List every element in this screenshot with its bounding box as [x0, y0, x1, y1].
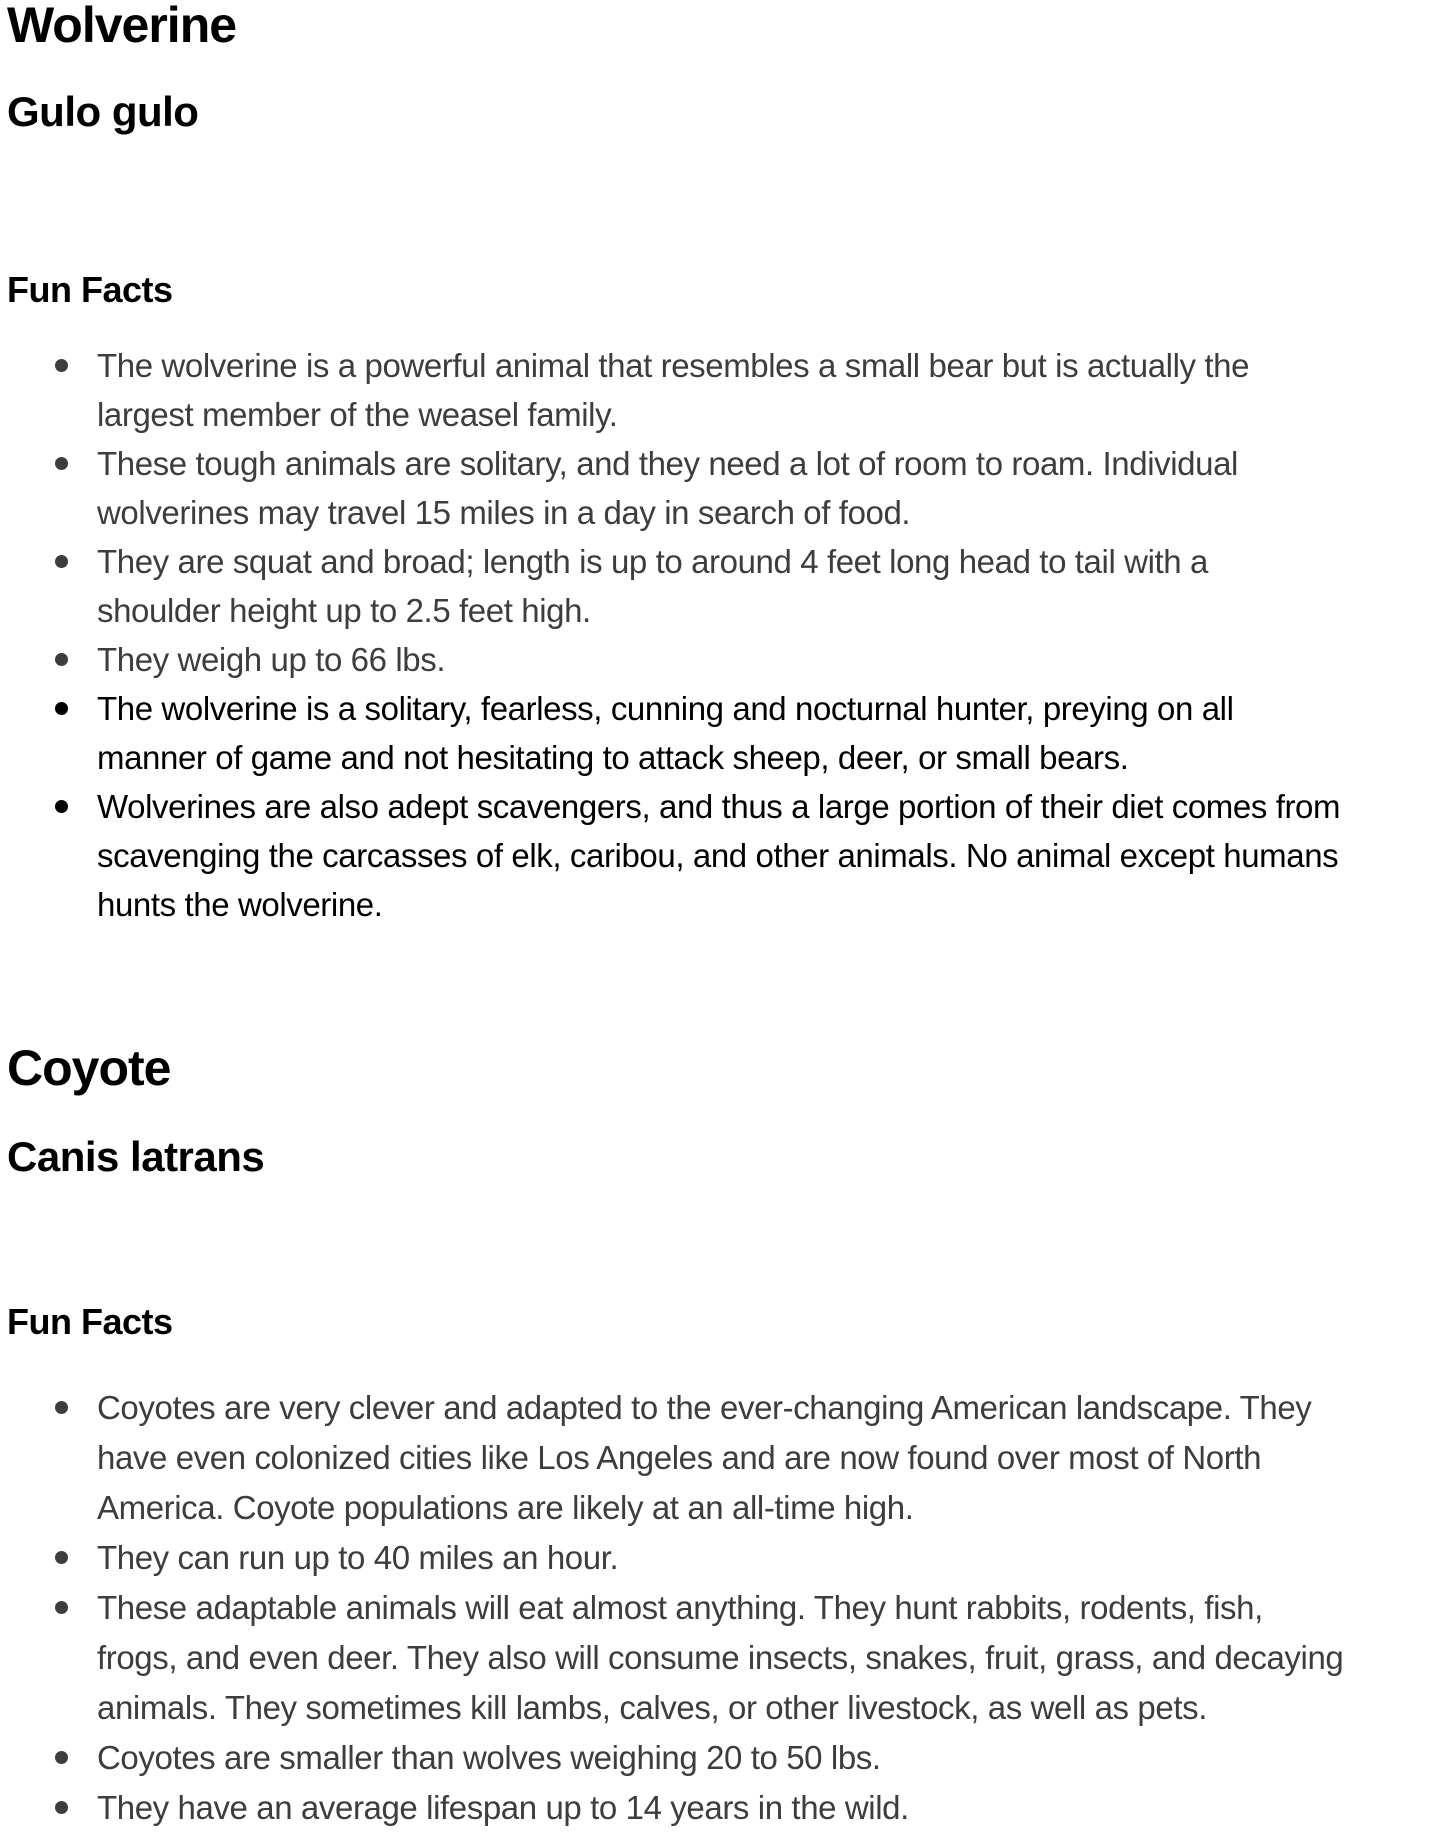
coyote-fun-facts-heading: Fun Facts	[7, 1301, 173, 1342]
fact-bullet	[97, 1533, 1445, 1583]
coyote-facts-list	[0, 1383, 1445, 1832]
fact-line: hunts the wolverine.	[97, 886, 383, 923]
fact-line: America. Coyote populations are likely at an all-time high.	[97, 1489, 914, 1526]
fact-bullet	[97, 341, 1445, 439]
wolverine-facts-list	[0, 341, 1445, 929]
fact-bullet	[97, 1783, 1445, 1832]
fact-line: manner of game and not hesitating to attack sheep, deer, or small bears.	[97, 739, 1129, 776]
fact-bullet	[97, 1383, 1445, 1533]
fact-bullet-emphasized	[97, 684, 1445, 782]
fact-bullet	[97, 439, 1445, 537]
fact-line: have even colonized cities like Los Angeles and are now found over most of North	[97, 1439, 1262, 1476]
fact-line: frogs, and even deer. They also will consume insects, snakes, fruit, grass, and decaying	[97, 1639, 1344, 1676]
fact-bullet	[97, 537, 1445, 635]
fact-line: Wolverines are also adept scavengers, and thus a large portion of their diet comes from	[97, 788, 1341, 825]
fact-line: They weigh up to 66 lbs.	[97, 641, 446, 678]
wolverine-section-title: Wolverine	[7, 0, 237, 53]
fact-bullet	[97, 1733, 1445, 1783]
coyote-section-title: Coyote	[7, 1040, 171, 1096]
fact-line: Coyotes are smaller than wolves weighing 20 to 50 lbs.	[97, 1739, 881, 1776]
fact-bullet-emphasized	[97, 782, 1445, 929]
wolverine-species-name: Gulo gulo	[7, 88, 199, 135]
fact-line: The wolverine is a solitary, fearless, cunning and nocturnal hunter, preying on all	[97, 690, 1234, 727]
fact-bullet	[97, 1583, 1445, 1733]
fact-line: They can run up to 40 miles an hour.	[97, 1539, 619, 1576]
fact-line: These adaptable animals will eat almost anything. They hunt rabbits, rodents, fish,	[97, 1589, 1263, 1626]
fact-line: Coyotes are very clever and adapted to the ever-changing American landscape. They	[97, 1389, 1312, 1426]
fact-line: scavenging the carcasses of elk, caribou, and other animals. No animal except humans	[97, 837, 1339, 874]
coyote-species-name: Canis latrans	[7, 1133, 265, 1180]
wolverine-fun-facts-heading: Fun Facts	[7, 269, 173, 310]
fact-line: shoulder height up to 2.5 feet high.	[97, 592, 591, 629]
fact-line: animals. They sometimes kill lambs, calves, or other livestock, as well as pets.	[97, 1689, 1207, 1726]
fact-line: largest member of the weasel family.	[97, 396, 618, 433]
fact-line: The wolverine is a powerful animal that resembles a small bear but is actually the	[97, 347, 1250, 384]
fact-line: wolverines may travel 15 miles in a day in search of food.	[97, 494, 911, 531]
fact-line: They have an average lifespan up to 14 years in the wild.	[97, 1789, 909, 1826]
fact-line: They are squat and broad; length is up to around 4 feet long head to tail with a	[97, 543, 1208, 580]
fact-line: These tough animals are solitary, and they need a lot of room to roam. Individual	[97, 445, 1238, 482]
fact-bullet	[97, 635, 1445, 684]
